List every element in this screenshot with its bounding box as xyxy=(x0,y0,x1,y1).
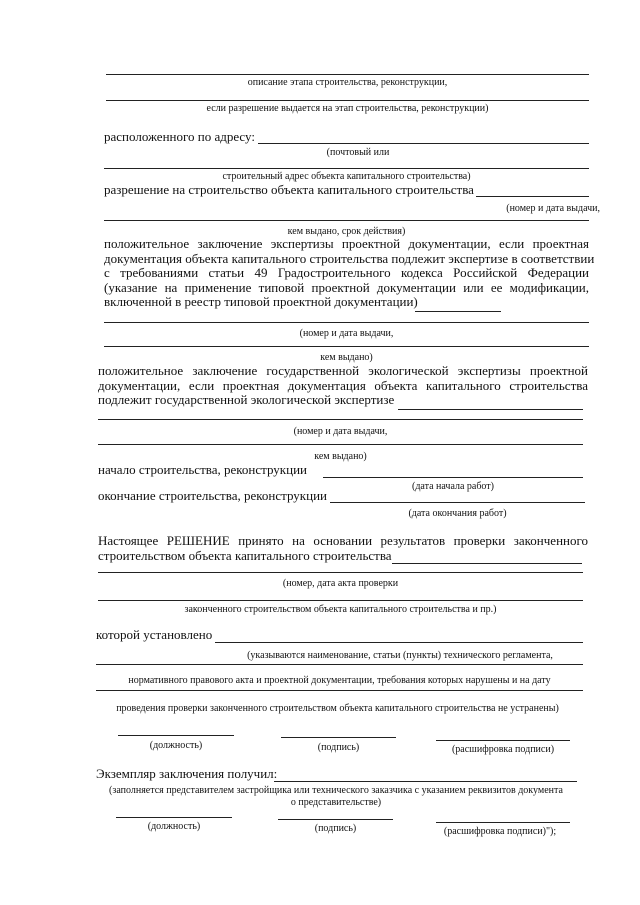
act-number-line xyxy=(98,572,583,573)
caption-number-date-2: (номер и дата выдачи, xyxy=(299,328,394,339)
caption-permit-stage: если разрешение выдается на этап строительства, реконструкции) xyxy=(206,103,489,114)
position-caption-2: (должность) xyxy=(147,821,201,832)
caption-completed: законченного строительством объекта капитального строительства и пр.) xyxy=(184,604,497,615)
caption-number-date-3: (номер и дата выдачи, xyxy=(293,426,388,437)
stage-line xyxy=(106,74,589,75)
expertise-line: включенной в реестр типовой проектной документации) xyxy=(104,294,418,309)
eco-line-short xyxy=(398,409,583,410)
signature-caption-2: (подпись) xyxy=(314,823,357,834)
position-line-2 xyxy=(116,817,232,818)
caption-stage: описание этапа строительства, реконструкции, xyxy=(247,77,448,88)
expertise-paragraph xyxy=(104,236,595,310)
transcript-line-1 xyxy=(436,740,570,741)
eco-line: документации, если проектная документация объекта капитального строительства xyxy=(98,377,588,393)
start-label: начало строительства, реконструкции xyxy=(98,462,307,477)
end-label: окончание строительства, реконструкции xyxy=(98,488,327,503)
build-address-line xyxy=(104,168,589,169)
caption-fill-1: (заполняется представителем застройщика или технического заказчика с указанием реквизитов документа xyxy=(109,785,563,796)
caption-not-fixed: проведения проверки законченного строительством объекта капитального строительства не устранены) xyxy=(116,703,559,714)
eco-paragraph xyxy=(98,364,588,408)
permit-line-2 xyxy=(104,220,589,221)
transcript-caption-1: (расшифровка подписи) xyxy=(451,744,555,755)
expertise-line: (указание на применение типовой проектной документации или ее модификации, xyxy=(104,279,589,295)
completed-line xyxy=(98,600,583,601)
position-line-1 xyxy=(118,735,234,736)
start-line xyxy=(323,477,583,478)
established-label: которой установлено xyxy=(96,627,213,642)
expertise-line-short xyxy=(415,311,501,312)
eco-line: положительное заключение государственной экологической экспертизы проектной xyxy=(98,363,588,378)
decision-line: строительством объекта капитального строительства xyxy=(98,547,392,563)
expertise-line: положительное заключение экспертизы проектной документации, если проектная xyxy=(104,236,589,251)
permit-stage-line xyxy=(106,100,589,101)
caption-regulation: (указываются наименование, статьи (пункты) технического регламента, xyxy=(247,650,553,661)
address-label: расположенного по адресу: xyxy=(104,129,255,144)
transcript-line-2 xyxy=(436,822,570,823)
copy-label: Экземпляр заключения получил: xyxy=(96,766,278,781)
caption-end-date: (дата окончания работ) xyxy=(408,508,507,519)
eco-line: подлежит государственной экологической экспертизе xyxy=(98,392,395,407)
caption-start-date: (дата начала работ) xyxy=(412,481,494,492)
regulation-line xyxy=(96,664,583,665)
transcript-caption-2: (расшифровка подписи)"); xyxy=(443,826,557,837)
caption-number-date-1: (номер и дата выдачи, xyxy=(506,203,600,214)
signature-line-1 xyxy=(281,737,396,738)
end-line xyxy=(330,502,585,503)
copy-line xyxy=(274,781,577,782)
permit-line xyxy=(476,196,589,197)
expertise-line: документация объекта капитального строительства подлежит экспертизе в соответствии xyxy=(104,250,595,266)
normative-line xyxy=(96,690,583,691)
caption-build-address: строительный адрес объекта капитального строительства) xyxy=(222,171,471,182)
established-line xyxy=(215,642,583,643)
caption-normative: нормативного правового акта и проектной документации, требования которых нарушены и на дату xyxy=(128,675,551,686)
caption-fill-2: о представительстве) xyxy=(290,797,382,808)
decision-line-short xyxy=(392,563,582,564)
caption-issued-by-term: кем выдано, срок действия) xyxy=(287,226,406,237)
decision-paragraph xyxy=(98,534,588,563)
signature-caption-1: (подпись) xyxy=(317,742,360,753)
eco-issued-line xyxy=(98,444,583,445)
decision-line: Настоящее РЕШЕНИЕ принято на основании результатов проверки законченного xyxy=(98,533,588,548)
expertise-issued-line xyxy=(104,346,589,347)
caption-act-number: (номер, дата акта проверки xyxy=(282,578,399,589)
eco-number-line xyxy=(98,419,583,420)
signature-line-2 xyxy=(278,819,393,820)
position-caption-1: (должность) xyxy=(149,740,203,751)
caption-postal: (почтовый или xyxy=(326,147,390,158)
caption-issued-by-3: кем выдано) xyxy=(314,451,367,462)
expertise-number-line xyxy=(104,322,589,323)
expertise-line: с требованиями статьи 49 Градостроительного кодекса Российской Федерации xyxy=(104,265,589,280)
address-line xyxy=(258,143,589,144)
permit-label: разрешение на строительство объекта капитального строительства xyxy=(104,182,474,197)
caption-issued-by-2: кем выдано) xyxy=(320,352,373,363)
